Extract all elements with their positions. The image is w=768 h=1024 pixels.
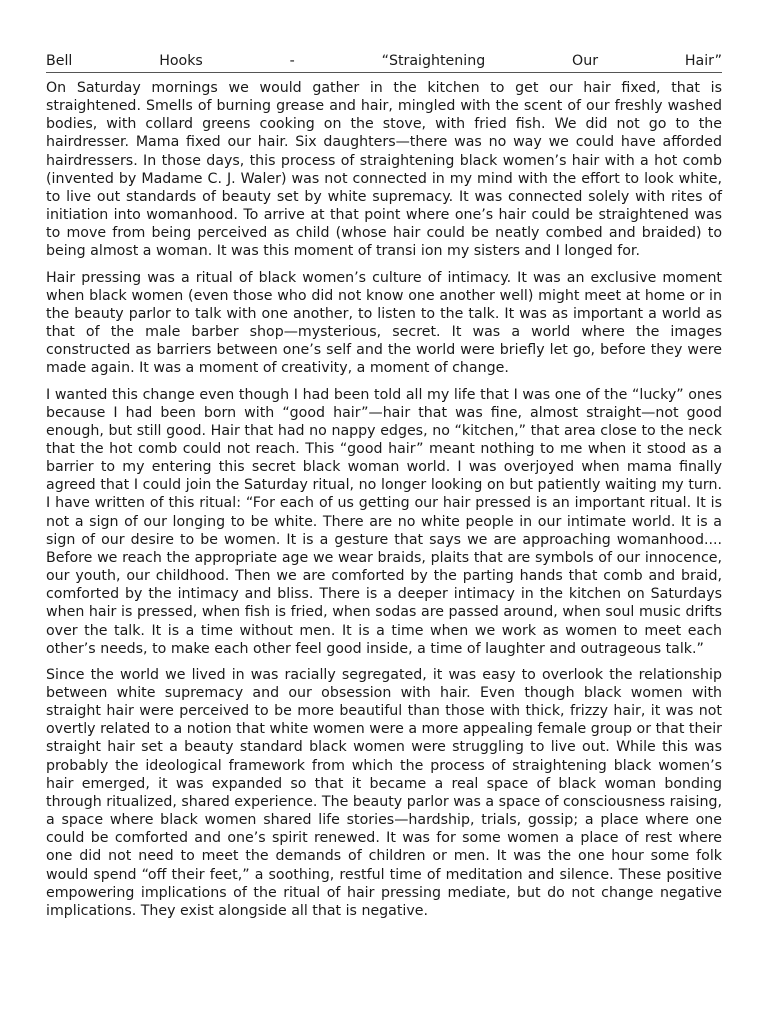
header-word: - xyxy=(289,53,295,69)
header-word: “Straightening xyxy=(381,53,486,69)
running-header xyxy=(46,52,722,73)
body-paragraph: On Saturday mornings we would gather in the kitchen to get our hair fixed, that is straightened. Smells of burning grease and hair, mingled with the scent of our freshly washed bodies, with collard greens cooking on the stove, with fried fish. We did not go to the hairdresser. Mama fixed our hair. Six daughters—there was no way we could have afforded hairdressers. In those days, this process of straightening black women’s hair with a hot comb (invented by Madame C. J. Waler) was not connected in my mind with the effort to look white, to live out standards of beauty set by white supremacy. It was connected solely with rites of initiation into womanhood. To arrive at that point where one’s hair could be straightened was to move from being perceived as child (whose hair could be neatly combed and braided) to being almost a woman. It was this moment of transi ion my sisters and I longed for. xyxy=(46,80,722,260)
header-word: Hooks xyxy=(159,53,203,69)
body-paragraph: Since the world we lived in was racially segregated, it was easy to overlook the relationship between white supremacy and our obsession with hair. Even though black women with straight hair were perceived to be more beautiful than those with thick, frizzy hair, it was not overtly related to a notion that white women were a more appealing female group or that their straight hair set a beauty standard black women were struggling to live out. While this was probably the ideological framework from which the process of straightening black women’s hair emerged, it was expanded so that it became a real space of black woman bonding through ritualized, shared experience. The beauty parlor was a space of consciousness raising, a space where black women shared life stories—hardship, trials, gossip; a place where one could be comforted and one’s spirit renewed. It was for some women a place of rest where one did not need to meet the demands of children or men. It was the one hour some folk would spend “off their feet,” a soothing, restful time of meditation and silence. These positive empowering implications of the ritual of hair pressing mediate, but do not change negative implications. They exist alongside all that is negative. xyxy=(46,666,722,919)
document-page xyxy=(46,52,722,928)
body-paragraph: I wanted this change even though I had been told all my life that I was one of the “lucky” ones because I had been born with “good hair”—hair that was fine, almost straight—not good enough, but still good. Hair that had no nappy edges, no “kitchen,” that area close to the neck that the hot comb could not reach. This “good hair” meant nothing to me when it stood as a barrier to my entering this secret black woman world. I was overjoyed when mama finally agreed that I could join the Saturday ritual, no longer looking on but patiently waiting my turn. I have written of this ritual: “For each of us getting our hair pressed is an important ritual. It is not a sign of our longing to be white. There are no white people in our intimate world. It is a sign of our desire to be women. It is a gesture that says we are approaching womanhood.... Before we reach the appropriate age we wear braids, plaits that are symbols of our innocence, our youth, our childhood. Then we are comforted by the parting hands that comb and braid, comforted by the intimacy and bliss. There is a deeper intimacy in the kitchen on Saturdays when hair is pressed, when fish is fried, when sodas are passed around, when soul music drifts over the talk. It is a time without men. It is a time when we work as women to meet each other’s needs, to make each other feel good inside, a time of laughter and outrageous talk.” xyxy=(46,386,722,657)
header-word: Hair” xyxy=(684,53,722,69)
body-paragraph: Hair pressing was a ritual of black women’s culture of intimacy. It was an exclusive moment when black women (even those who did not know one another well) might meet at home or in the beauty parlor to talk with one another, to listen to the talk. It was as important a world as that of the male barber shop—mysterious, secret. It was a world where the images constructed as barriers between one’s self and the world were briefly let go, before they were made again. It was a moment of creativity, a moment of change. xyxy=(46,269,722,377)
header-word: Our xyxy=(572,53,599,69)
header-word: Bell xyxy=(46,53,73,69)
